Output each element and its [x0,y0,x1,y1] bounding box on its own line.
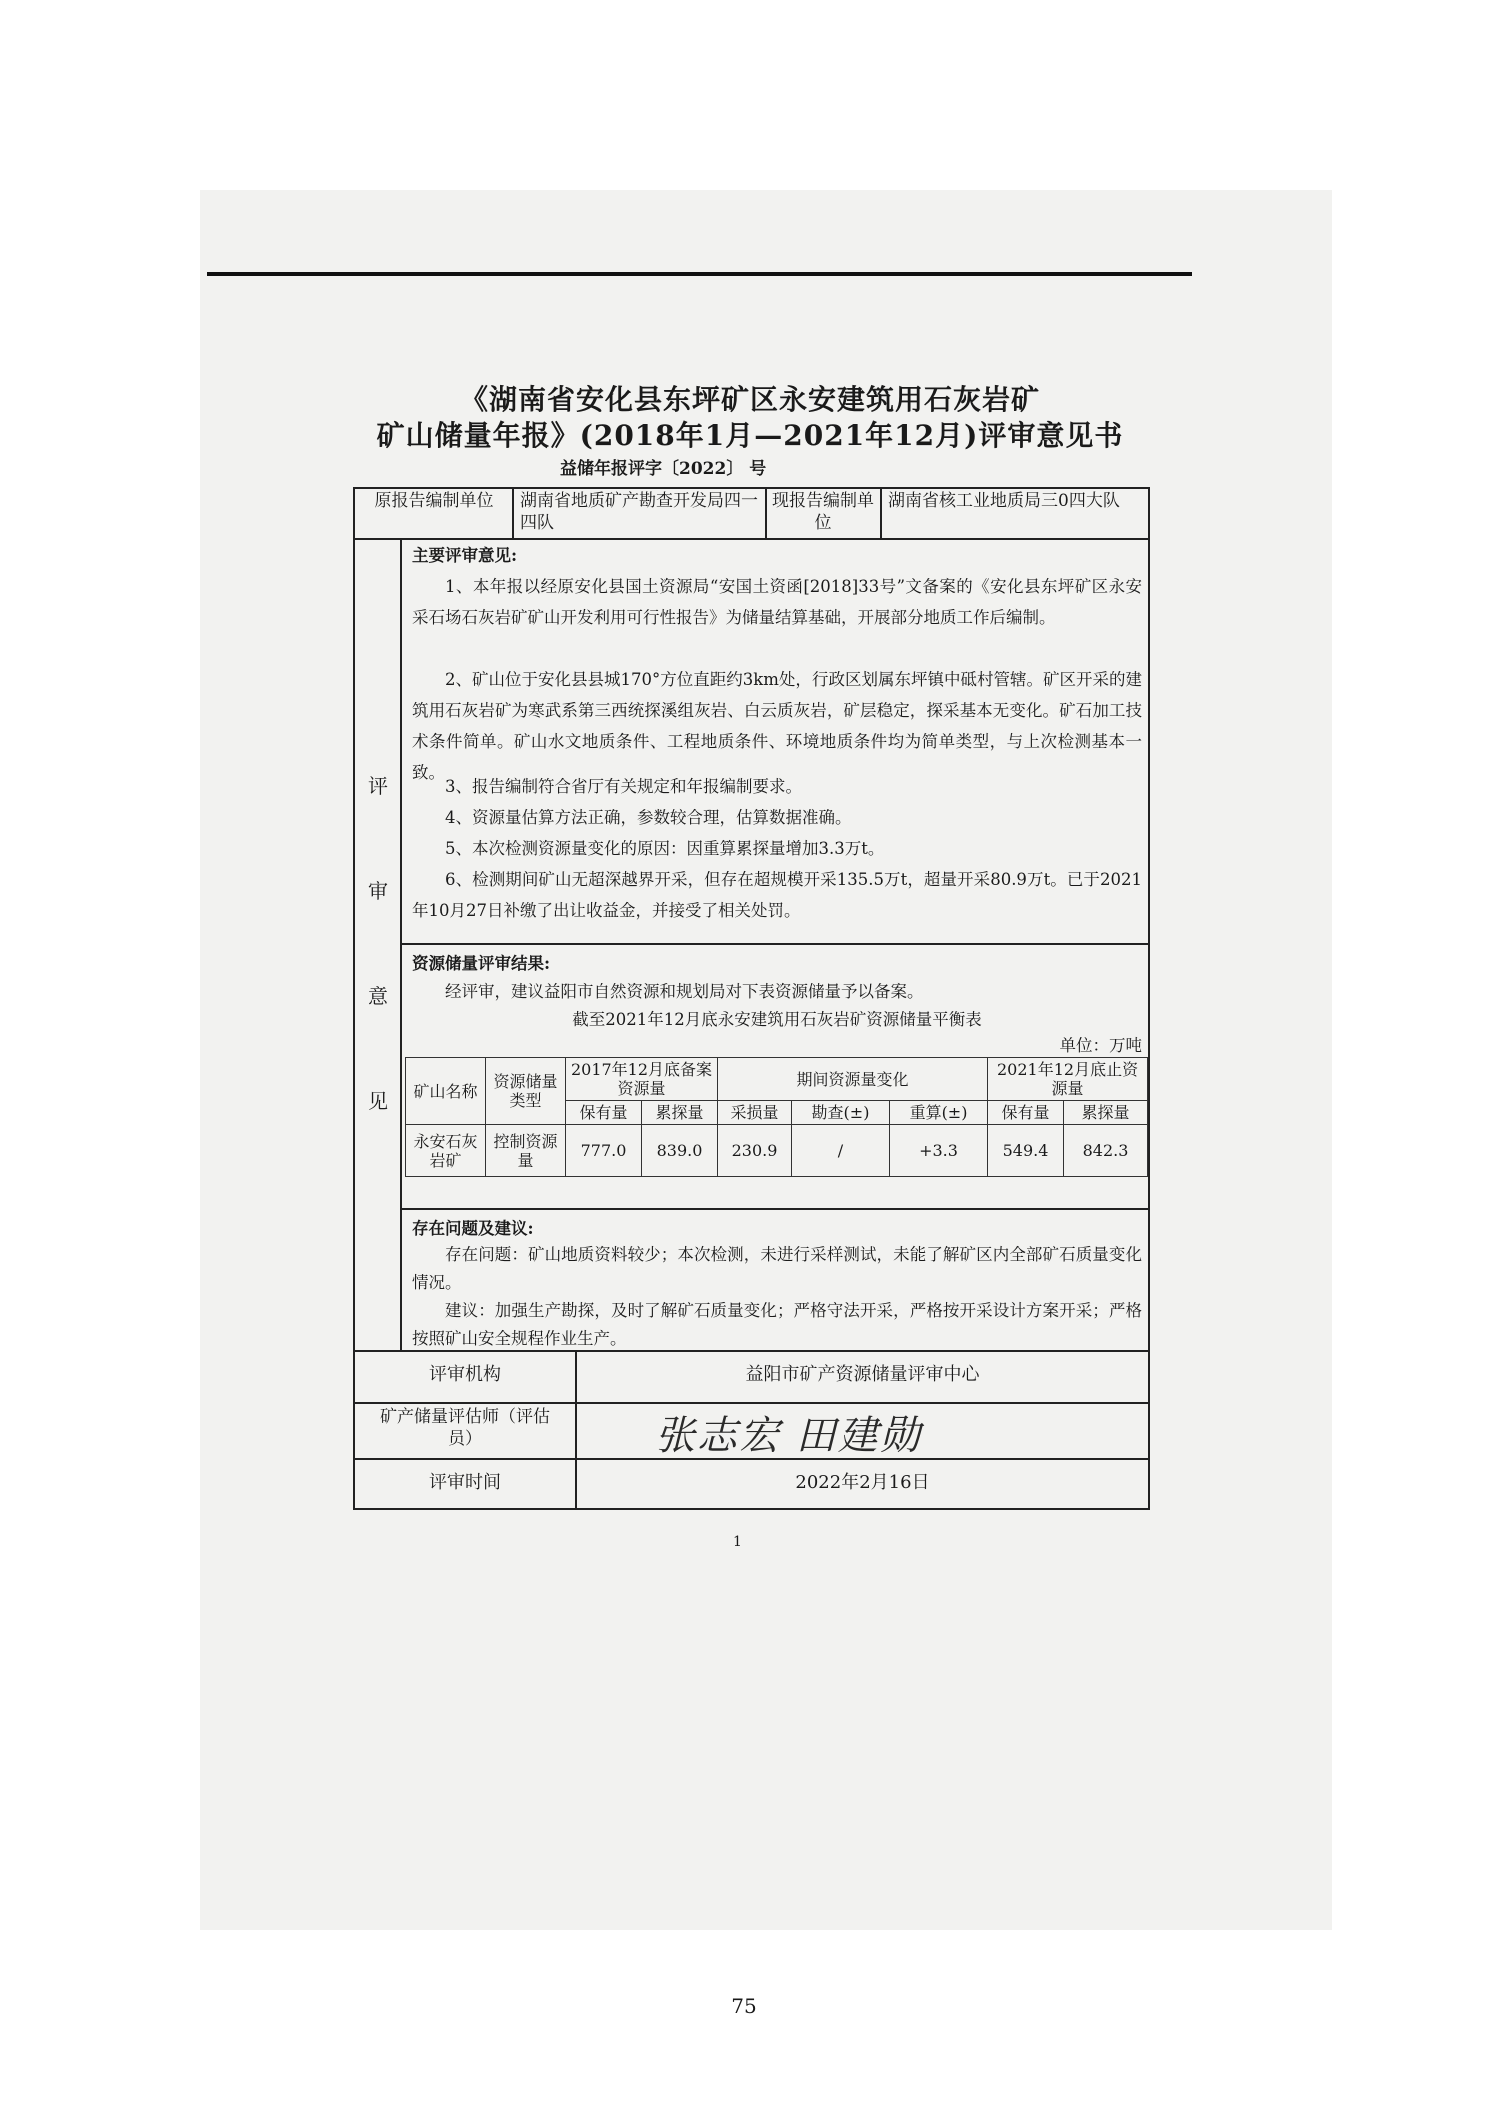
main-opinions-heading: 主要评审意见: [412,546,518,565]
row-mine-name: 永安石灰岩矿 [406,1125,486,1177]
header-rule [207,272,1192,276]
row-divider [353,1350,1150,1352]
th-sub: 重算(±) [890,1101,988,1125]
th-sub: 累探量 [642,1101,718,1125]
col-divider [512,487,514,538]
assessor-label: 矿产储量评估师（评估员） [380,1407,550,1449]
issues-heading: 存在问题及建议: [412,1219,534,1238]
section-divider [400,1208,1150,1210]
col-divider [575,1350,577,1510]
curr-unit-label: 现报告编制单位 [772,491,874,533]
review-time-value: 2022年2月16日 [795,1472,930,1493]
section-divider [400,943,1150,945]
row-value: 839.0 [642,1125,718,1177]
document-title-line2: 矿山储量年报》(2018年1月—2021年12月)评审意见书 [376,419,1124,452]
issues-problem: 存在问题：矿山地质资料较少；本次检测，未进行采样测试，未能了解矿区内全部矿石质量变化情况。 [412,1245,1142,1292]
document-number: 益储年报评字〔2022〕 号 [560,459,767,479]
th-2017-group: 2017年12月底备案资源量 [566,1058,718,1101]
opinion-item: 5、本次检测资源量变化的原因：因重算累探量增加3.3万t。 [445,839,885,858]
th-2021-group: 2021年12月底止资源量 [988,1058,1148,1101]
row-value: 842.3 [1064,1125,1148,1177]
opinion-item: 3、报告编制符合省厅有关规定和年报编制要求。 [445,777,802,796]
col-divider [880,487,882,538]
orig-unit-value: 湖南省地质矿产勘查开发局四一四队 [520,491,758,533]
side-label-char: 评 [368,774,388,798]
page-number: 75 [731,1994,757,2018]
row-value: / [792,1125,890,1177]
row-value: 549.4 [988,1125,1064,1177]
reserves-text: 经评审，建议益阳市自然资源和规划局对下表资源储量予以备案。 [445,982,924,1001]
row-value: +3.3 [890,1125,988,1177]
issues-suggestion: 建议：加强生产勘探，及时了解矿石质量变化；严格守法开采，严格按开采设计方案开采；严格按照矿山安全规程作业生产。 [412,1301,1142,1348]
th-mine-name: 矿山名称 [406,1058,486,1125]
curr-unit-value: 湖南省核工业地质局三0四大队 [888,491,1120,511]
side-label-char: 意 [368,984,388,1008]
th-sub: 累探量 [1064,1101,1148,1125]
opinion-item: 1、本年报以经原安化县国土资源局“安国土资函[2018]33号”文备案的《安化县东坪矿区永安采石场石灰岩矿矿山开发利用可行性报告》为储量结算基础，开展部分地质工作后编制。 [412,577,1142,627]
orig-unit-label: 原报告编制单位 [374,491,494,511]
row-value: 777.0 [566,1125,642,1177]
balance-table [405,1057,1148,1177]
review-time-label: 评审时间 [429,1472,501,1493]
balance-table-title: 截至2021年12月底永安建筑用石灰岩矿资源储量平衡表 [572,1010,982,1029]
th-sub: 保有量 [988,1101,1064,1125]
th-sub: 采损量 [718,1101,792,1125]
reserves-heading: 资源储量评审结果: [412,954,551,973]
balance-table-unit: 单位：万吨 [1059,1036,1142,1055]
document-title-line1: 《湖南省安化县东坪矿区永安建筑用石灰岩矿 [459,383,1040,416]
col-divider [765,487,767,538]
assessor-signatures: 张志宏 田建勋 [655,1413,922,1459]
side-label-char: 审 [368,879,388,903]
opinion-item: 2、矿山位于安化县县城170°方位直距约3km处，行政区划属东坪镇中砥村管辖。矿区开采的建筑用石灰岩矿为寒武系第三西统探溪组灰岩、白云质灰岩，矿层稳定，探采基本无变化。矿石加工技术条件简单。矿山水文地质条件、工程地质条件、环境地质条件均为简单类型，与上次检测基本一致。 [412,670,1142,782]
row-resource-type: 控制资源量 [486,1125,566,1177]
opinion-item: 6、检测期间矿山无超深越界开采，但存在超规模开采135.5万t，超量开采80.9万t。已于2021年10月27日补缴了出让收益金，并接受了相关处罚。 [412,870,1142,920]
review-org-label: 评审机构 [429,1364,501,1385]
inner-page-number: 1 [733,1534,742,1550]
th-sub: 保有量 [566,1101,642,1125]
th-sub: 勘查(±) [792,1101,890,1125]
th-resource-type: 资源储量类型 [486,1058,566,1125]
row-value: 230.9 [718,1125,792,1177]
opinion-item: 4、资源量估算方法正确，参数较合理，估算数据准确。 [445,808,852,827]
review-org-value: 益阳市矿产资源储量评审中心 [745,1364,980,1385]
side-label-char: 见 [368,1089,388,1113]
th-change-group: 期间资源量变化 [718,1058,988,1101]
